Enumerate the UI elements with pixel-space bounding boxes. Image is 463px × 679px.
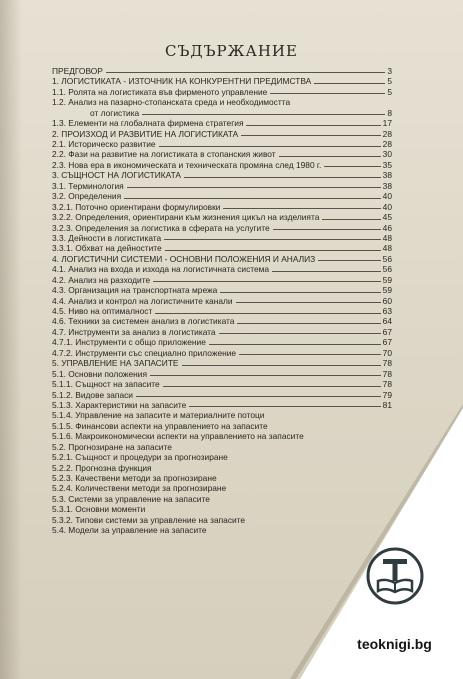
toc-entry-label: 4.3. Организация на транспортната мрежа bbox=[52, 285, 218, 296]
toc-entry bbox=[52, 118, 392, 128]
toc-entry-label: 1.3. Елементи на глобалната фирмена стратегия bbox=[52, 118, 244, 129]
toc-entry-page: 78 bbox=[382, 368, 392, 379]
book-t-icon bbox=[366, 547, 424, 605]
toc-leader-dots bbox=[223, 208, 380, 209]
toc-entry bbox=[52, 358, 392, 368]
toc-entry-label: 5.3.2. Типови системи за управление на запасите bbox=[52, 514, 246, 525]
toc-entry bbox=[52, 494, 392, 504]
toc-leader-dots bbox=[164, 239, 380, 240]
toc-entry-label: 5.2.3. Качествени методи за прогнозиране bbox=[52, 473, 217, 484]
toc-entry bbox=[52, 275, 392, 285]
toc-entry bbox=[52, 87, 392, 97]
toc-entry bbox=[52, 390, 392, 400]
toc-leader-dots bbox=[318, 260, 380, 261]
toc-entry-page: 67 bbox=[382, 337, 392, 348]
toc-entry-page: 63 bbox=[382, 306, 392, 317]
toc-entry bbox=[52, 66, 392, 76]
toc-entry bbox=[52, 108, 392, 118]
toc-leader-dots bbox=[236, 302, 381, 303]
toc-entry bbox=[52, 254, 392, 264]
toc-entry-page: 46 bbox=[382, 222, 392, 233]
toc-entry-label: 4.7.2. Инструменти със специално приложение bbox=[52, 347, 237, 358]
toc-leader-dots bbox=[209, 344, 381, 345]
toc-entry bbox=[52, 515, 392, 525]
toc-entry bbox=[52, 243, 392, 253]
toc-entry-label: 3.3.1. Обхват на дейностите bbox=[52, 243, 162, 254]
toc-leader-dots bbox=[106, 72, 385, 73]
toc-leader-dots bbox=[127, 187, 381, 188]
toc-entry-page: 79 bbox=[382, 389, 392, 400]
toc-leader-dots bbox=[155, 313, 380, 314]
toc-entry-label: 3.2.2. Определения, ориентирани към жизнения цикъл на изделията bbox=[52, 212, 320, 223]
toc-leader-dots bbox=[182, 365, 381, 366]
toc-entry-label: 5.1.5. Финансови аспекти на управлението на запасите bbox=[52, 420, 268, 431]
toc-entry bbox=[52, 191, 392, 201]
toc-leader-dots bbox=[246, 125, 380, 126]
toc-entry bbox=[52, 525, 392, 535]
toc-entry bbox=[52, 442, 392, 452]
toc-entry bbox=[52, 484, 392, 494]
toc-entry-page: 30 bbox=[382, 149, 392, 160]
toc-entry bbox=[52, 504, 392, 514]
toc-entry bbox=[52, 97, 392, 107]
toc-leader-dots bbox=[322, 219, 380, 220]
toc-entry-label: 5.3.1. Основни моменти bbox=[52, 504, 146, 515]
toc-leader-dots bbox=[239, 354, 381, 355]
toc-entry-label: 2. ПРОИЗХОД И РАЗВИТИЕ НА ЛОГИСТИКАТА bbox=[52, 128, 239, 139]
toc-entry bbox=[52, 463, 392, 473]
toc-entry-page: 56 bbox=[382, 264, 392, 275]
toc-entry-label: 4.7.1. Инструменти с общо приложение bbox=[52, 337, 206, 348]
toc-entry-label: 5.1.6. Макроикономически аспекти на управлението на запасите bbox=[52, 431, 304, 442]
toc-entry bbox=[52, 431, 392, 441]
toc-entry-page: 40 bbox=[382, 191, 392, 202]
toc-entry bbox=[52, 212, 392, 222]
toc-entry bbox=[52, 369, 392, 379]
toc-entry-label: 3.3. Дейности в логистиката bbox=[52, 232, 162, 243]
table-of-contents bbox=[52, 66, 392, 536]
toc-entry bbox=[52, 233, 392, 243]
toc-entry-page: 40 bbox=[382, 201, 392, 212]
toc-entry-label: 5.4. Модели за управление на запасите bbox=[52, 525, 207, 536]
toc-entry bbox=[52, 473, 392, 483]
toc-entry-label: от логистика bbox=[90, 107, 140, 118]
toc-entry bbox=[52, 160, 392, 170]
toc-entry-label: 5.1.3. Характеристики на запасите bbox=[52, 399, 187, 410]
toc-entry-label: 3. СЪЩНОСТ НА ЛОГИСТИКАТА bbox=[52, 170, 181, 181]
toc-entry-label: 2.2. Фази на развитие на логистиката в стопанския живот bbox=[52, 149, 276, 160]
toc-entry-page: 78 bbox=[382, 358, 392, 369]
toc-entry-label: 5. УПРАВЛЕНИЕ НА ЗАПАСИТЕ bbox=[52, 358, 179, 369]
toc-entry-label: 5.2.1. Същност и процедури за прогнозиране bbox=[52, 452, 228, 463]
toc-entry-label: 5.3. Системи за управление на запасите bbox=[52, 493, 210, 504]
toc-entry bbox=[52, 223, 392, 233]
toc-entry-label: 4.2. Анализ на разходите bbox=[52, 274, 151, 285]
toc-entry-label: 5.2. Прогнозиране на запасите bbox=[52, 441, 172, 452]
brand-watermark: teoknigi.bg bbox=[357, 636, 432, 652]
toc-entry-page: 5 bbox=[387, 76, 392, 87]
toc-entry-page: 56 bbox=[382, 253, 392, 264]
toc-entry bbox=[52, 139, 392, 149]
page-title: СЪДЪРЖАНИЕ bbox=[165, 42, 298, 60]
toc-entry-page: 45 bbox=[382, 212, 392, 223]
toc-entry-page: 60 bbox=[382, 295, 392, 306]
toc-entry bbox=[52, 264, 392, 274]
toc-leader-dots bbox=[324, 166, 380, 167]
toc-entry-page: 59 bbox=[382, 285, 392, 296]
toc-leader-dots bbox=[279, 156, 381, 157]
toc-entry bbox=[52, 285, 392, 295]
toc-entry-label: 4.7. Инструменти за анализ в логистиката bbox=[52, 326, 216, 337]
toc-leader-dots bbox=[165, 250, 381, 251]
toc-entry-page: 38 bbox=[382, 180, 392, 191]
toc-entry-label: 5.2.2. Прогнозна функция bbox=[52, 462, 152, 473]
toc-leader-dots bbox=[314, 83, 385, 84]
toc-leader-dots bbox=[237, 323, 380, 324]
toc-entry bbox=[52, 410, 392, 420]
toc-entry-page: 67 bbox=[382, 326, 392, 337]
toc-entry-label: 4.6. Техники за системен анализ в логистиката bbox=[52, 316, 235, 327]
toc-leader-dots bbox=[159, 146, 381, 147]
toc-entry bbox=[52, 150, 392, 160]
toc-entry-page: 28 bbox=[382, 139, 392, 150]
toc-leader-dots bbox=[153, 281, 381, 282]
toc-leader-dots bbox=[219, 333, 381, 334]
toc-entry-page: 64 bbox=[382, 316, 392, 327]
toc-entry-page: 17 bbox=[382, 118, 392, 129]
toc-entry-label: 1.1. Ролята на логистиката във фирменото управление bbox=[52, 86, 268, 97]
toc-entry-page: 28 bbox=[382, 128, 392, 139]
toc-entry-label: 5.1.1. Същност на запасите bbox=[52, 379, 160, 390]
toc-leader-dots bbox=[189, 406, 380, 407]
toc-entry bbox=[52, 379, 392, 389]
toc-entry bbox=[52, 296, 392, 306]
toc-entry-label: 5.1.2. Видове запаси bbox=[52, 389, 133, 400]
toc-entry-page: 5 bbox=[387, 86, 392, 97]
toc-entry-label: 5.1.4. Управление на запасите и материалните потоци bbox=[52, 410, 265, 421]
toc-entry-label: 2.1. Историческо развитие bbox=[52, 139, 156, 150]
toc-entry bbox=[52, 181, 392, 191]
toc-entry-label: 3.1. Терминология bbox=[52, 180, 124, 191]
toc-entry-label: 1.2. Анализ на пазарно-стопанската среда и необходимостта bbox=[52, 97, 291, 108]
toc-entry-page: 70 bbox=[382, 347, 392, 358]
toc-entry bbox=[52, 129, 392, 139]
toc-leader-dots bbox=[272, 271, 381, 272]
toc-entry-page: 8 bbox=[387, 107, 392, 118]
toc-entry bbox=[52, 317, 392, 327]
toc-entry bbox=[52, 76, 392, 86]
toc-entry-page: 78 bbox=[382, 379, 392, 390]
toc-entry bbox=[52, 306, 392, 316]
toc-leader-dots bbox=[142, 114, 385, 115]
toc-entry-label: 3.2. Определения bbox=[52, 191, 122, 202]
toc-entry-label: 3.2.3. Определения за логистика в сферата на услугите bbox=[52, 222, 270, 233]
toc-entry-page: 81 bbox=[382, 399, 392, 410]
toc-entry-label: 4.5. Ниво на оптималност bbox=[52, 306, 153, 317]
toc-entry-label: 2.3. Нова ера в икономическата и техническата промяна след 1980 г. bbox=[52, 159, 322, 170]
toc-leader-dots bbox=[124, 198, 381, 199]
toc-entry-label: 4.1. Анализ на входа и изхода на логистичната система bbox=[52, 264, 270, 275]
toc-leader-dots bbox=[184, 177, 381, 178]
toc-leader-dots bbox=[136, 396, 381, 397]
toc-entry bbox=[52, 170, 392, 180]
toc-entry bbox=[52, 421, 392, 431]
toc-leader-dots bbox=[150, 375, 381, 376]
toc-entry-label: 5.2.4. Количествени методи за прогнозиране bbox=[52, 483, 227, 494]
toc-entry-label: 3.2.1. Поточно ориентирани формулировки bbox=[52, 201, 221, 212]
toc-entry bbox=[52, 400, 392, 410]
toc-leader-dots bbox=[273, 229, 381, 230]
toc-entry-page: 48 bbox=[382, 232, 392, 243]
toc-entry-page: 59 bbox=[382, 274, 392, 285]
toc-entry bbox=[52, 337, 392, 347]
toc-entry-page: 3 bbox=[387, 65, 392, 76]
toc-entry-page: 48 bbox=[382, 243, 392, 254]
toc-entry-label: 4. ЛОГИСТИЧНИ СИСТЕМИ - ОСНОВНИ ПОЛОЖЕНИЯ И АНАЛИЗ bbox=[52, 253, 316, 264]
toc-leader-dots bbox=[241, 135, 380, 136]
toc-leader-dots bbox=[270, 93, 385, 94]
toc-entry-page: 38 bbox=[382, 170, 392, 181]
toc-entry-label: 5.1. Основни положения bbox=[52, 368, 148, 379]
toc-entry bbox=[52, 452, 392, 462]
toc-entry bbox=[52, 327, 392, 337]
toc-leader-dots bbox=[163, 386, 381, 387]
toc-entry bbox=[52, 202, 392, 212]
toc-entry-page: 35 bbox=[382, 159, 392, 170]
toc-entry-label: 4.4. Анализ и контрол на логистичните канали bbox=[52, 295, 233, 306]
toc-entry-label: 1. ЛОГИСТИКАТА - ИЗТОЧНИК НА КОНКУРЕНТНИ ПРЕДИМСТВА bbox=[52, 76, 312, 87]
toc-entry bbox=[52, 348, 392, 358]
toc-entry-label: ПРЕДГОВОР bbox=[52, 65, 103, 76]
page-edge-shadow bbox=[0, 0, 22, 679]
toc-leader-dots bbox=[220, 292, 380, 293]
